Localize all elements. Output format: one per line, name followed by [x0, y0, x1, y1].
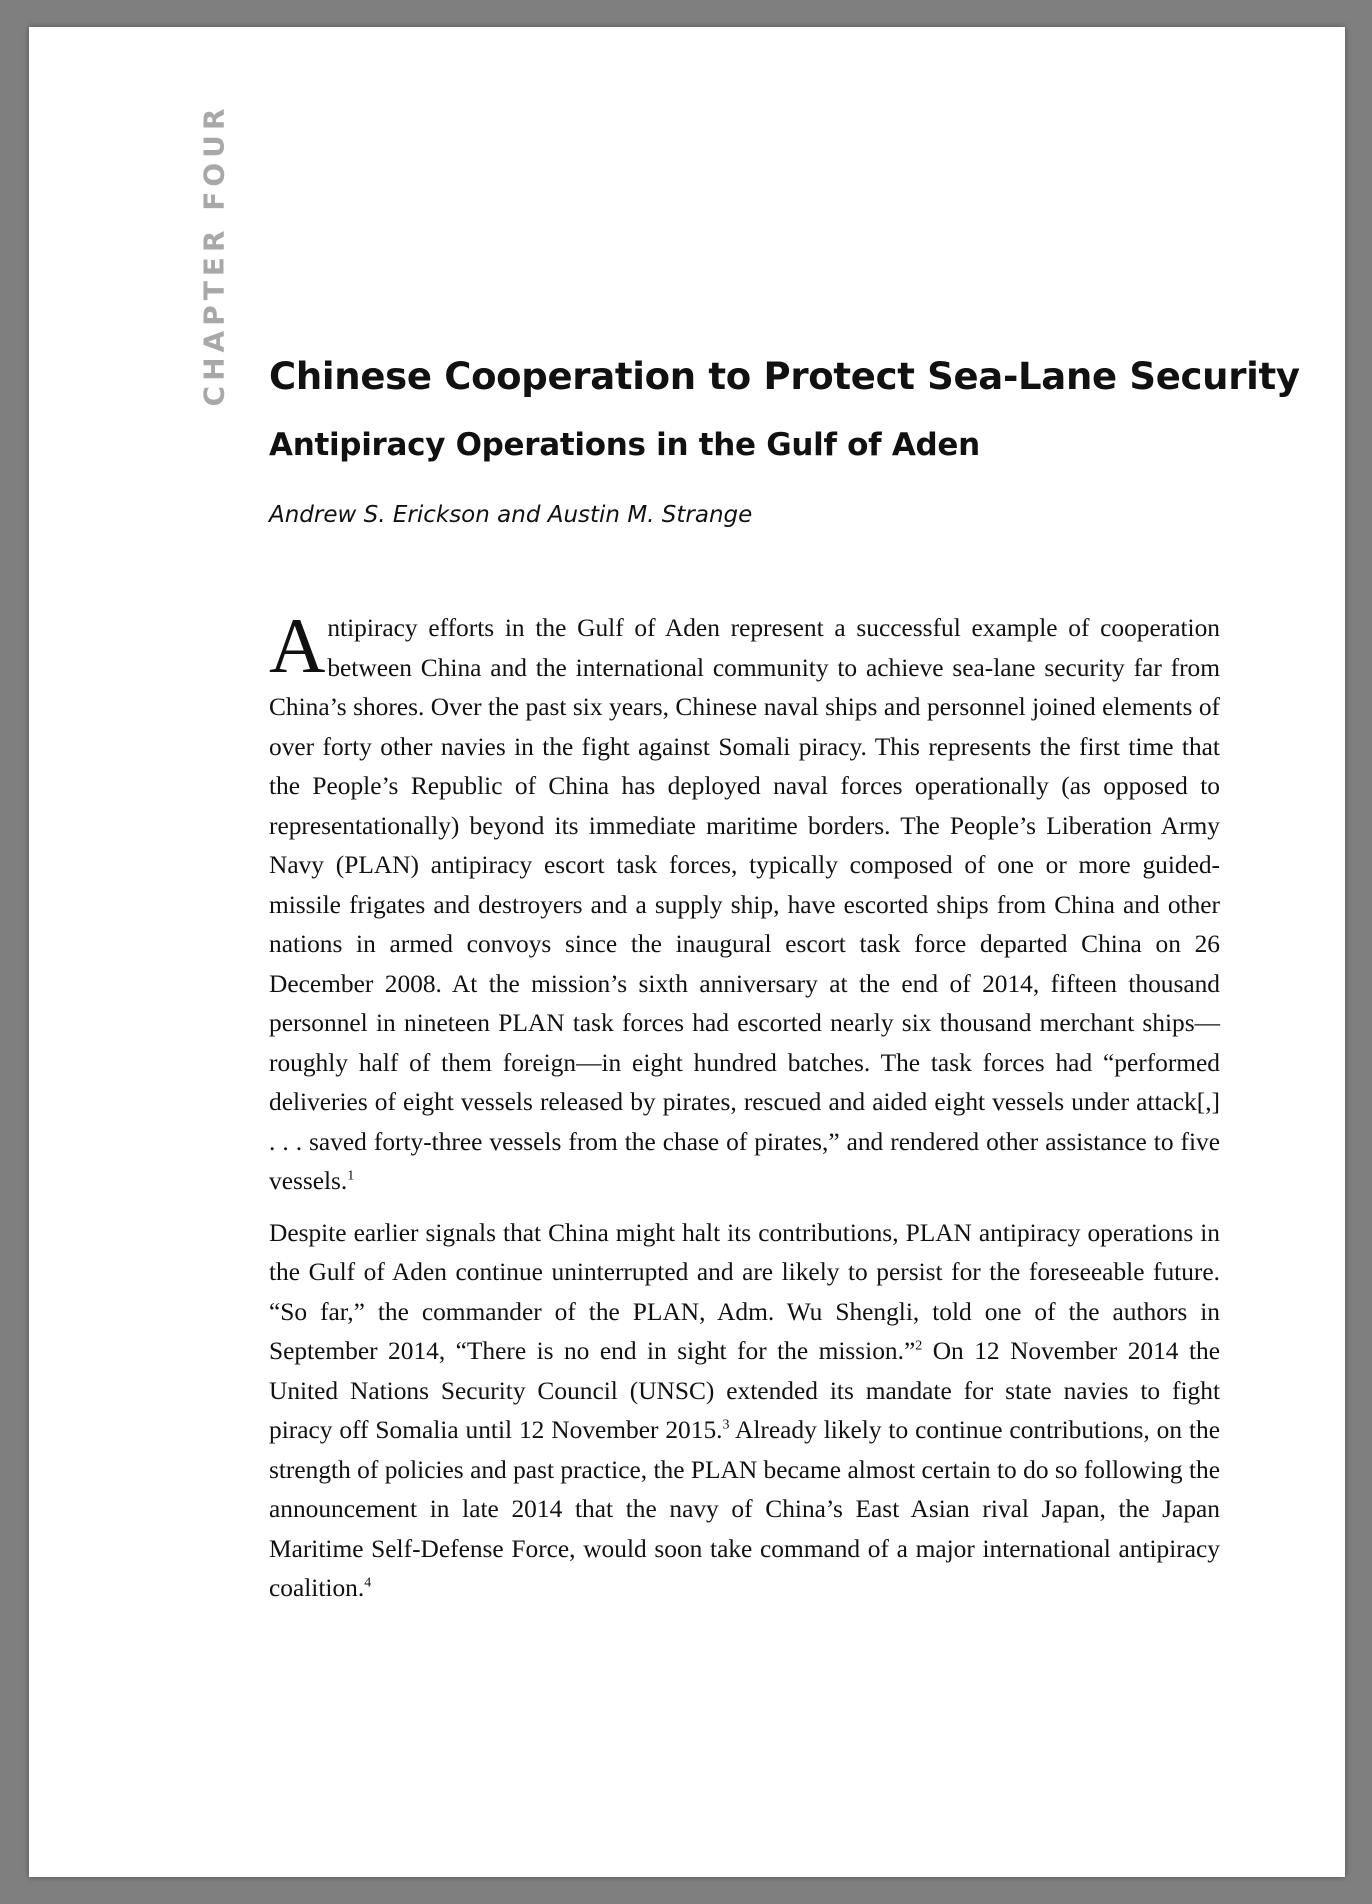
chapter-title: Chinese Cooperation to Protect Sea-Lane Security [269, 355, 1300, 398]
paragraph-text: Despite earlier signals that China might halt its contributions, PLAN antipiracy operations in the Gulf of Aden continue uninterrupted and are likely to persist for the foreseeable future. “So far,” the commander of the PLAN, Adm. Wu Shengli, told one of the authors in September 2014, “There is no end in sight for the mission.” [269, 1218, 1220, 1365]
paragraph-text: ntipiracy efforts in the Gulf of Aden represent a successful example of cooperation between China and the international community to achieve sea-lane security far from China’s shores. Over the past six years, Chinese naval ships and personnel joined elements of over forty other navies in the fight against Somali piracy. This represents the first time that the People’s Republic of China has deployed naval forces operationally (as opposed to representationally) beyond its immediate maritime borders. The People’s Liberation Army Navy (PLAN) antipiracy escort task forces, typically composed of one or more guided-missile frigates and destroyers and a supply ship, have escorted ships from China and other nations in armed convoys since the inaugural escort task force departed China on 26 December 2008. At the mission’s sixth anniversary at the end of 2014, fifteen thousand personnel in nineteen PLAN task forces had escorted nearly six thousand merchant ships—roughly half of them foreign—in eight hundred batches. The task forces had “performed deliveries of eight vessels released by pirates, rescued and aided eight vessels under attack[,] . . . saved forty-three vessels from the chase of pirates,” and rendered other assistance to five vessels. [269, 614, 1220, 1195]
chapter-label: CHAPTER FOUR [197, 103, 231, 407]
paragraph [269, 1214, 1220, 1609]
footnote-marker: 2 [915, 1338, 923, 1354]
body-text [269, 602, 1220, 1609]
drop-cap: A [269, 602, 326, 689]
footnote-marker: 3 [722, 1417, 730, 1433]
paragraph-text: Already likely to continue contributions, on the strength of policies and past practice, the PLAN became almost certain to do so following the announcement in late 2014 that the navy of China’s East Asian rival Japan, the Japan Maritime Self-Defense Force, would soon take command of a major international antipiracy coalition. [269, 1416, 1220, 1602]
chapter-subtitle: Antipiracy Operations in the Gulf of Aden [269, 427, 980, 463]
footnote-marker: 4 [364, 1575, 372, 1591]
paragraph-text: On 12 November 2014 the United Nations Security Council (UNSC) extended its mandate for state navies to fight piracy off Somalia until 12 November 2015. [269, 1337, 1220, 1444]
author-byline: Andrew S. Erickson and Austin M. Strange [269, 502, 753, 528]
document-page [29, 27, 1345, 1877]
paragraph [269, 602, 1220, 1202]
footnote-marker: 1 [347, 1168, 355, 1184]
